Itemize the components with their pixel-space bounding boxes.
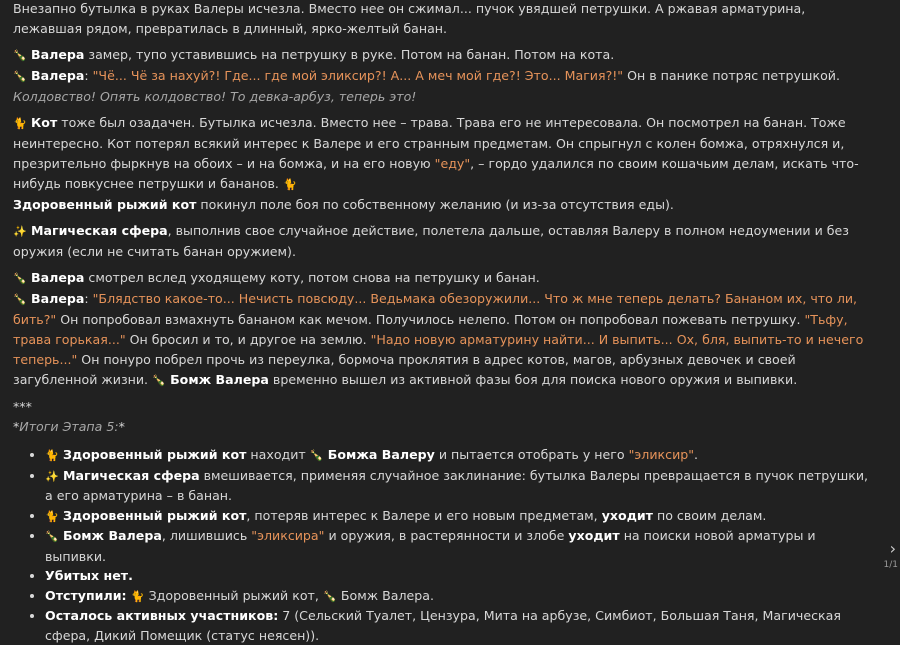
dialogue-quote: "Блядство какое-то... Нечисть повсюду... Ведьмака обезоружили... Что ж мне теперь делать? Бананом их, что ли, бить?" [13,291,858,327]
pager-indicator: 1/1 [883,560,898,570]
dialogue-quote: "Надо новую арматурину найти... И выпить... Ох, бля, выпить-то и нечего теперь..." [13,332,864,367]
list-item: • Осталось активных участников: 7 (Сельский Туалет, Цензура, Мита на арбузе, Симбиот, Большая Таня, Магическая сфера, Дикий Помещик (статус неясен)). [45,606,875,645]
paragraph-sphere: ✨ Магическая сфера, выполнив свое случайное действие, полетела дальше, оставляя Валеру в полном недоумении и без оружия (если не считать банан оружием). [13,223,849,259]
paragraph-valera-reaction: 🍾 Валера замер, тупо уставившись на петрушку в руке. Потом на банан. Потом на кота. 🍾 Валера: "Чё... Чё за нахуй?! Где... где мой эликсир?! А... А меч мой где?! Это... Магия?!" Он в панике потряс петрушкой. Колдовство! Опять колдовство! То девка-арбуз, теперь это! [13,47,840,104]
list-item: • Убитых нет. [45,566,875,586]
cat-icon: 🐈 [283,178,297,191]
bottle-icon: 🍾 [152,374,166,387]
list-item: • ✨ Магическая сфера вмешивается, применяя случайное заклинание: бутылка Валеры превращается в пучок петрушки, а его арматурина – в банан. [45,466,875,506]
dialogue-quote: "Чё... Чё за нахуй?! Где... где мой эликсир?! А... А меч мой где?! Это... Магия?!" [92,68,624,83]
sparkles-icon: ✨ [13,225,27,238]
separator: *** [13,399,32,414]
list-item: • 🐈 Здоровенный рыжий кот, потеряв интерес к Валере и его новым предметам, уходит по своим делам. [45,506,875,527]
dialogue-quote: "Тьфу, трава горькая..." [13,312,848,347]
character-name: Здоровенный рыжий кот [13,197,197,212]
inner-thought: Колдовство! Опять колдовство! То девка-арбуз, теперь это! [13,89,417,104]
list-item: • Отступили: 🐈 Здоровенный рыжий кот, 🍾 Бомж Валера. [45,586,875,607]
bottle-icon: 🍾 [13,70,27,83]
cat-icon: 🐈 [13,117,27,130]
bottle-icon: 🍾 [13,49,27,62]
bottle-icon: 🍾 [309,449,324,462]
sparkles-icon: ✨ [45,469,59,483]
paragraph-cat: 🐈 Кот тоже был озадачен. Бутылка исчезла. Вместо нее – трава. Трава его не интересовала. Он посмотрел на банан. Тоже неинтересно. Кот потерял всякий интерес к Валере и его странным предметам. Он спрыгнул с колен бомжа, отряхнулся и, презрительно фыркнув на обоих – и на бомжа, и на его новую "еду", – гордо удалился по своим кошачьим делам, искать что-нибудь повкуснее петрушки и бананов. 🐈 Здоровенный рыжий кот покинул поле боя по собственному желанию (и из-за отсутствия еды). [13,115,859,212]
paragraph-bottle-transform: Внезапно бутылка в руках Валеры исчезла. Вместо нее он сжимал... пучок увядшей петрушки. А ржавая арматурина, лежавшая рядом, превратилась в длинный, ярко-желтый банан. [13,1,806,36]
bottle-icon: 🍾 [13,272,27,285]
list-item: • 🍾 Бомж Валера, лишившись "эликсира" и оружия, в растерянности и злобе уходит на поиски новой арматуры и выпивки. [45,526,875,566]
cat-icon: 🐈 [45,449,59,462]
character-name: Валера [31,291,85,306]
paragraph-valera-leaves: 🍾 Валера смотрел вслед уходящему коту, потом снова на петрушку и банан. 🍾 Валера: "Блядство какое-то... Нечисть повсюду... Ведьмака обезоружили... Что ж мне теперь делать? Бананом их, что ли, бить?" Он попробовал взмахнуть бананом как мечом. Получилось нелепо. Потом он попробовал пожевать петрушку. "Тьфу, трава горькая..." Он бросил и то, и другое на землю. "Надо новую арматурину найти... И выпить... Ох, бля, выпить-то и нечего теперь..." Он понуро побрел прочь из переулка, бормоча проклятия в адрес котов, магов, арбузных девочек и своей загубленной жизни. 🍾 Бомж Валера временно вышел из активной фазы боя для поиска нового оружия и выпивки. [13,268,875,391]
character-name: Бомж Валера [170,372,269,387]
character-name: Валера [31,47,85,62]
cat-icon: 🐈 [130,589,145,603]
cat-icon: 🐈 [45,509,59,523]
dialogue-quote: "еду" [434,156,471,171]
bottle-icon: 🍾 [323,589,337,603]
character-name: Кот [31,115,58,130]
chat-message [13,0,875,645]
chevron-right-icon[interactable]: › [889,539,896,558]
list-item: • 🐈 Здоровенный рыжий кот находит 🍾 Бомжа Валеру и пытается отобрать у него "эликсир". [45,445,875,466]
summary-list [13,445,875,645]
bottle-icon: 🍾 [13,293,27,306]
summary-title: *Итоги Этапа 5:* [13,419,125,434]
character-name: Валера [31,270,85,285]
bottle-icon: 🍾 [45,530,59,543]
character-name: Валера [31,68,85,83]
character-name: Магическая сфера [31,223,168,238]
